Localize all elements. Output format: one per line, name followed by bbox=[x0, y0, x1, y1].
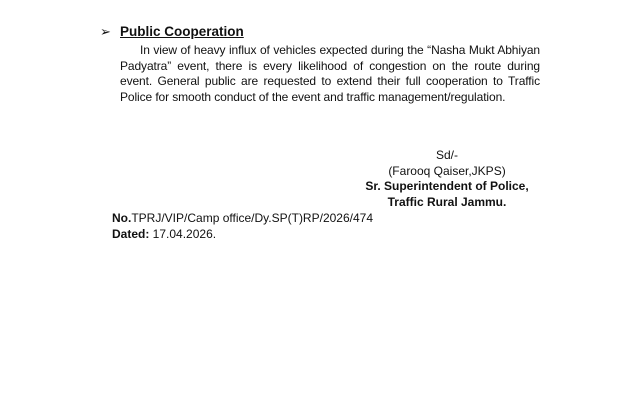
section-heading-row bbox=[100, 22, 540, 42]
signatory-designation: Sr. Superintendent of Police, bbox=[365, 179, 529, 193]
reference-date-label: Dated: bbox=[112, 226, 150, 241]
public-cooperation-section bbox=[100, 22, 540, 105]
signature-sd: Sd/- bbox=[435, 148, 458, 162]
reference-number-line bbox=[112, 211, 373, 227]
signatory-office: Traffic Rural Jammu. bbox=[387, 194, 507, 209]
reference-date-line bbox=[112, 227, 373, 243]
signature-block bbox=[362, 148, 532, 210]
signatory-name: (Farooq Qaiser,JKPS) bbox=[388, 163, 506, 178]
reference-date-value: 17.04.2026. bbox=[149, 226, 217, 241]
reference-number-value: TPRJ/VIP/Camp office/Dy.SP(T)RP/2026/474 bbox=[131, 211, 373, 225]
reference-number-label: No. bbox=[112, 211, 132, 225]
arrow-bullet-icon: ➢ bbox=[100, 24, 111, 39]
reference-block bbox=[112, 211, 373, 242]
section-paragraph: In view of heavy influx of vehicles expected during the “Nasha Mukt Abhiyan Padyatra” event, there is every likelihood of congestion on the route during event. General public are requested to extend their full cooperation to Traffic Police for smooth conduct of the event and traffic management/regulation. bbox=[120, 43, 540, 104]
section-heading: Public Cooperation bbox=[120, 24, 244, 39]
